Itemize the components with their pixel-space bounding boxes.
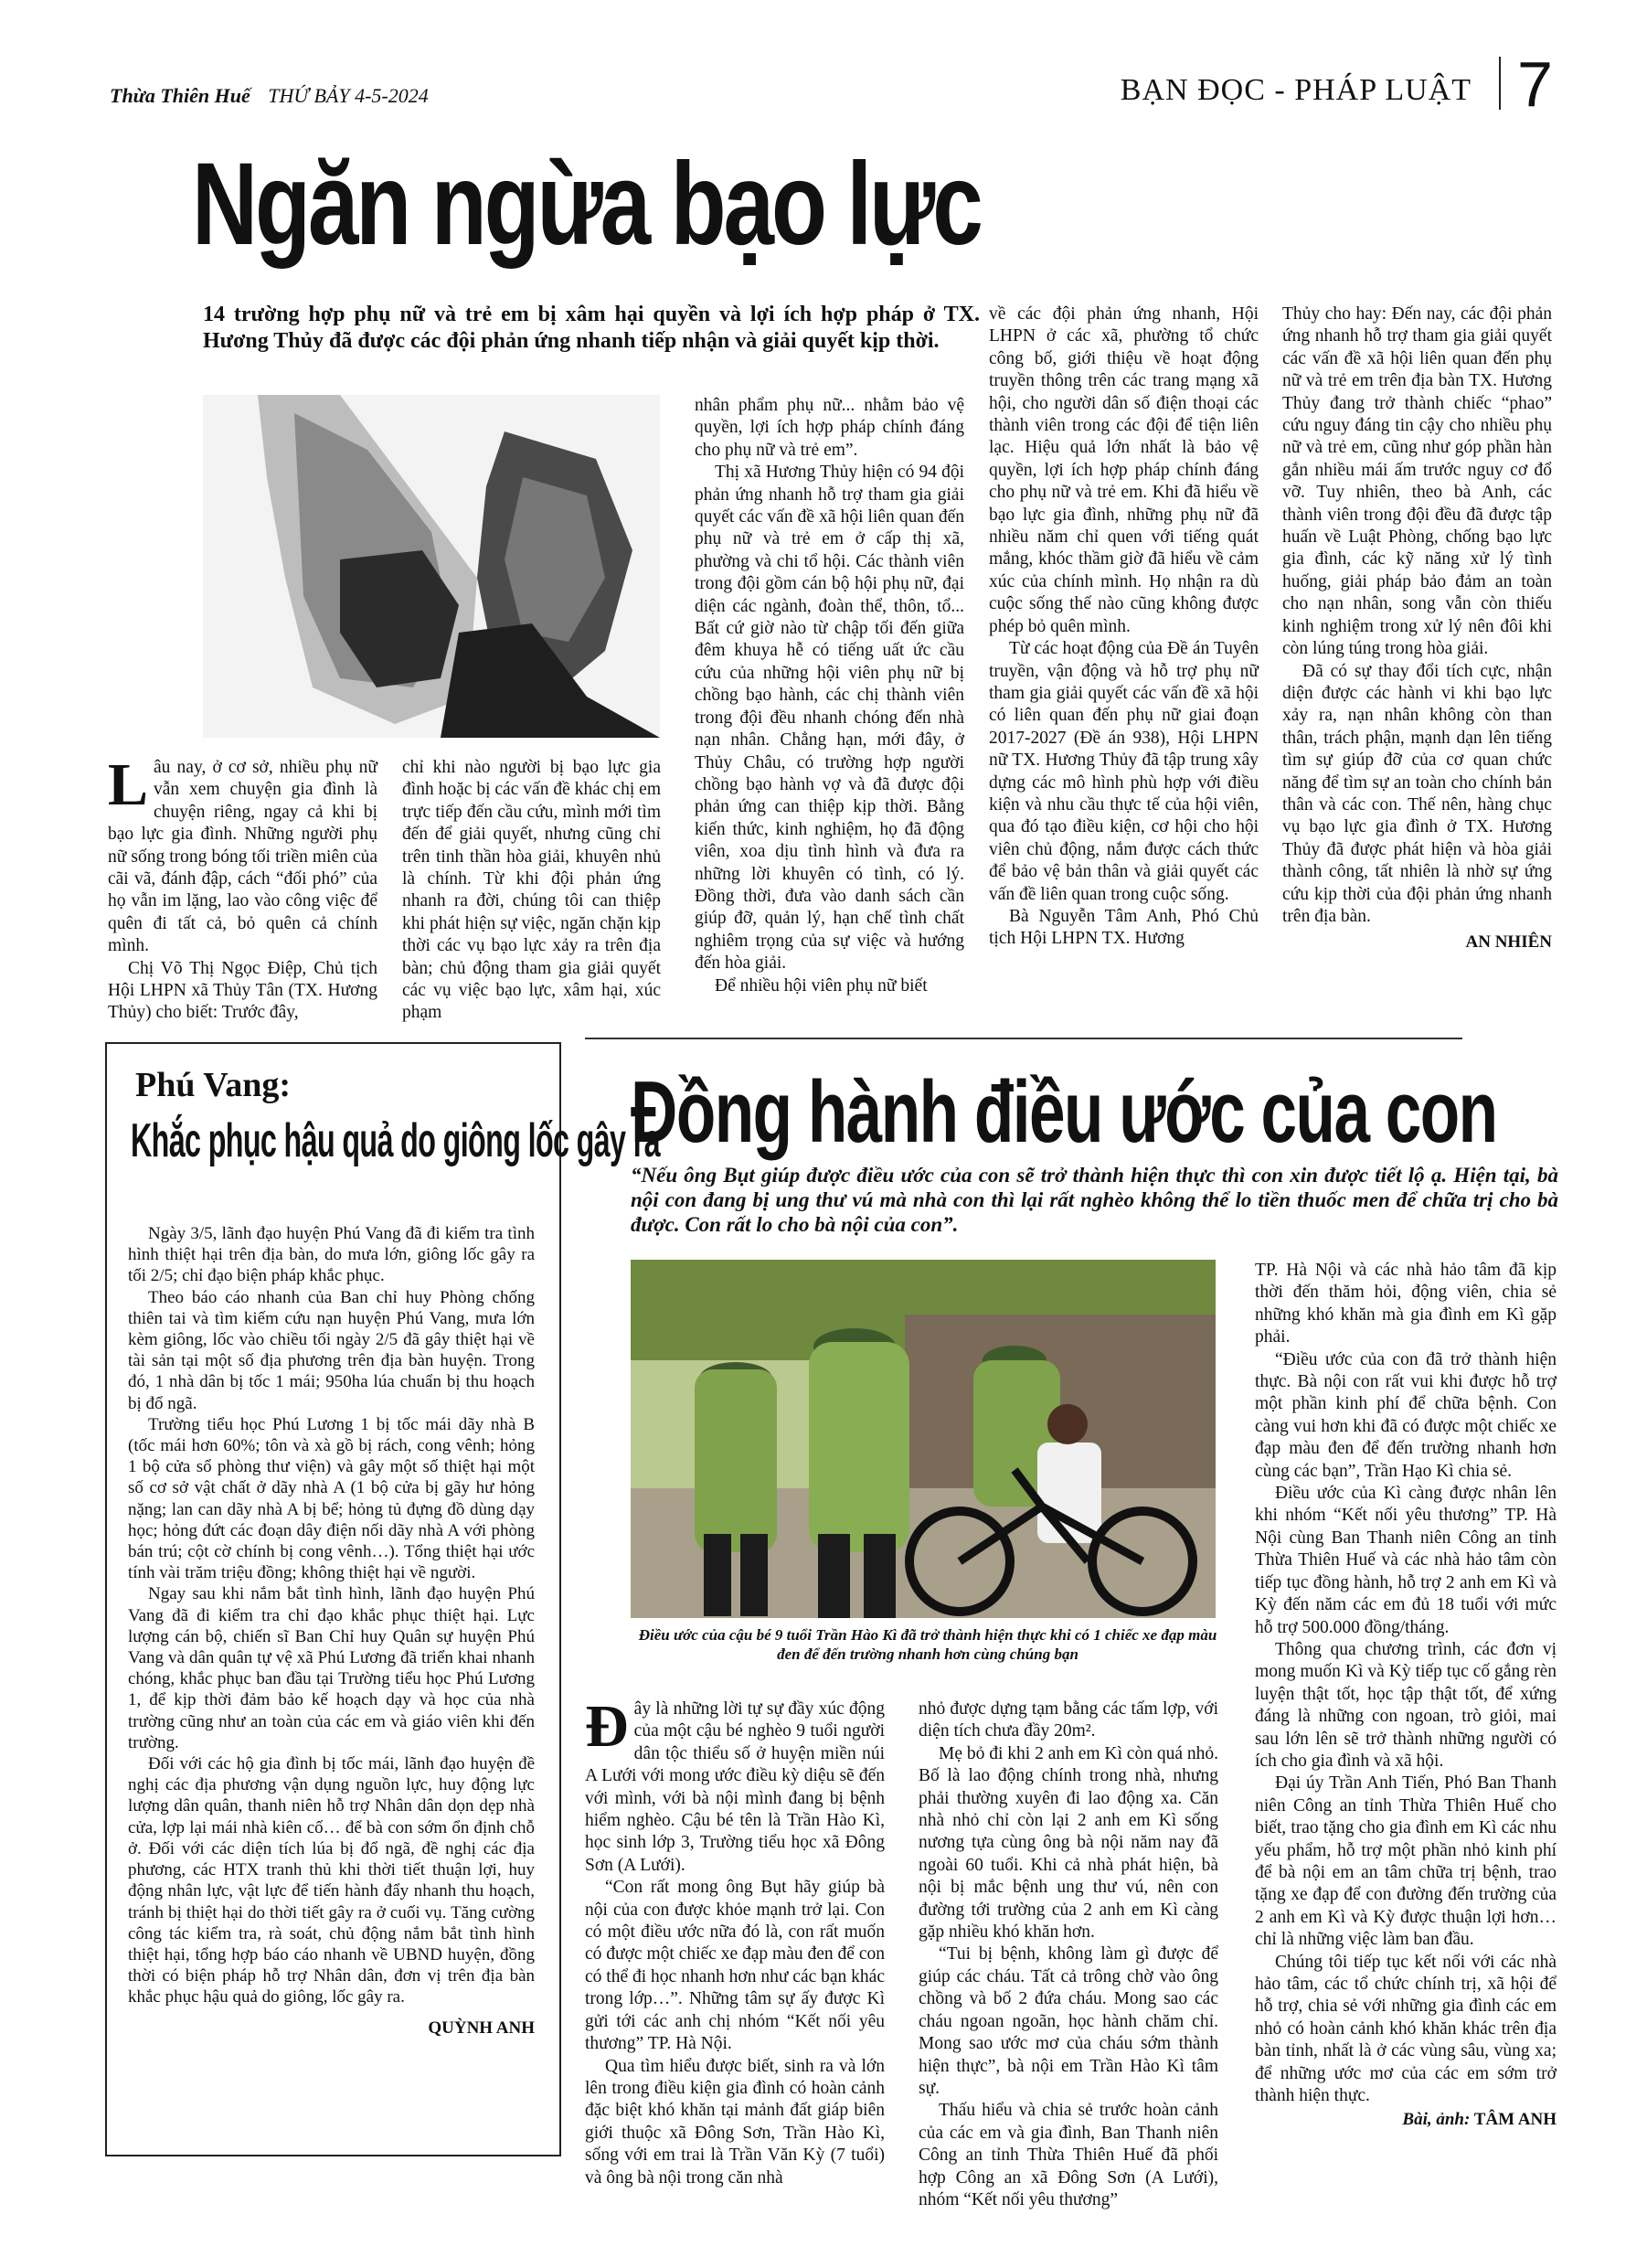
paragraph: Thủy cho hay: Đến nay, các đội phản ứng nhanh hỗ trợ tham gia giải quyết các vấn đề xã hội liên quan đến phụ nữ và trẻ em trên địa bàn TX. Hương Thủy đang trở thành chiếc “phao” cứu nguy đáng tin cậy cho nhiều phụ nữ và trẻ em, cũng như góp phần hàn gắn nhiều mái ấm trước nguy cơ đổ vỡ. Tuy nhiên, theo bà Anh, các thành viên trong đội đều đã được tập huấn về Luật Phòng, chống bạo lực gia đình, các kỹ năng xử lý tình huống, giải pháp bảo đảm an toàn cho nạn nhân, song vẫn còn thiếu kinh nghiệm trong xử lý nên đôi khi còn lúng túng trong hòa giải.: [1282, 304, 1552, 659]
box-headline: Khắc phục hậu quả do giông lốc gây ra: [131, 1114, 660, 1167]
paragraph: chỉ khi nào người bị bạo lực gia đình hoặc bị các vấn đề khác chị em trực tiếp đến cầu cứu, mình mới tìm đến để giải quyết, nhưng cũng chỉ trên tinh thần hòa giải, khuyên nhủ là chính. Từ khi đội phản ứng nhanh ra đời, chúng tôi can thiệp khi phát hiện sự việc, ngăn chặn kịp thời các vụ bạo lực xảy ra trên địa bàn; chủ động tham gia giải quyết các vụ việc bạo lực, xâm hại, xúc phạm: [402, 758, 661, 1023]
paragraph: “Con rất mong ông Bụt hãy giúp bà nội của con được khỏe mạnh trở lại. Con có một điều ước nữa đó là, con rất muốn có được một chiếc xe đạp màu đen để con có thể đi học nhanh hơn như các bạn khác trong lớp…”. Những tâm sự ấy được Kì gửi tới các anh chị nhóm “Kết nối yêu thương” TP. Hà Nội.: [585, 1878, 885, 2054]
article1-column-1: [108, 751, 377, 1025]
drop-cap: L: [108, 751, 149, 818]
article1-column-4: [989, 303, 1259, 951]
newspaper-name: Thừa Thiên Huế: [110, 84, 250, 107]
paragraph: Chúng tôi tiếp tục kết nối với các nhà hảo tâm, các tổ chức chính trị, xã hội để hỗ trợ, chia sẻ với những gia đình các em nhỏ có hoàn cảnh khó khăn khác trên địa bàn tỉnh, nhất là ở các vùng sâu, vùng xa; để những ước mơ của các em sớm trở thành hiện thực.: [1255, 1952, 1557, 2106]
paragraph: “Điều ước của con đã trở thành hiện thực. Bà nội con rất vui khi được hỗ trợ một phần kinh phí để chữa bệnh. Con càng vui hơn khi đã có được một chiếc xe đạp màu đen để đến trường nhanh hơn cùng các bạn”, Trần Hạo Kì chia sẻ.: [1255, 1349, 1557, 1481]
issue-date: THỨ BẢY 4-5-2024: [268, 84, 429, 107]
article2-lead: “Nếu ông Bụt giúp được điều ước của con sẽ trở thành hiện thực thì con xin được tiết lộ ạ. Hiện tại, bà nội con đang bị ung thư vú mà nhà con thì lại rất nghèo không thể lo tiền thuốc men để chữa trị cho bà được. Con rất lo cho bà nội của con”.: [631, 1164, 1558, 1236]
paragraph: Để nhiều hội viên phụ nữ biết: [715, 975, 928, 996]
article2-column-3: [1255, 1260, 1557, 2132]
section-title: BẠN ĐỌC - PHÁP LUẬT: [1120, 73, 1472, 107]
section-separator: [585, 1038, 1462, 1039]
paragraph: Mẹ bỏ đi khi 2 anh em Kì còn quá nhỏ. Bố là lao động chính trong nhà, nhưng phải thường xuyên đi lao động xa. Căn nhà nhỏ chỉ còn lại 2 anh em Kì sống nương tựa cùng ông bà nội năm nay đã ngoài 60 tuổi. Khi cả nhà phát hiện, bà nội bị mắc bệnh ung thư vú, nên con đường tới trường của 2 anh em Kì càng gặp nhiều khó khăn hơn.: [919, 1743, 1218, 1943]
paragraph: Điều ước của Kì càng được nhân lên khi nhóm “Kết nối yêu thương” TP. Hà Nội cùng Ban Thanh niên Công an tỉnh Thừa Thiên Huế và các nhà hảo tâm còn tiếp tục đồng hành, hỗ trợ 2 anh em Kì và Kỳ đến năm các em đủ 18 tuổi với mức hỗ trợ 500.000 đồng/tháng.: [1255, 1484, 1557, 1637]
drop-cap: Đ: [585, 1693, 629, 1760]
paragraph: Qua tìm hiểu được biết, sinh ra và lớn lên trong điều kiện gia đình có hoàn cảnh đặc biệt khó khăn tại mảnh đất giáp biên giới thuộc xã Đông Sơn, Trần Hào Kì, sống với em trai là Trần Văn Kỳ (7 tuổi) và ông bà nội trong căn nhà: [585, 2056, 885, 2188]
article1-column-3: [695, 395, 964, 997]
paragraph: Thấu hiểu và chia sẻ trước hoàn cảnh của các em và gia đình, Ban Thanh niên Công an tỉnh Thừa Thiên Huế đã phối hợp Công an xã Đông Sơn (A Lưới), nhóm “Kết nối yêu thương”: [919, 2101, 1218, 2209]
box-byline: QUỲNH ANH: [428, 2018, 535, 2038]
paragraph: Trường tiểu học Phú Lương 1 bị tốc mái dãy nhà B (tốc mái hơn 60%; tôn và xà gồ bị rách, cong vênh; hỏng 1 bộ cửa sổ phòng thư viện) và gây một số thiệt hại một số cơ sở vật chất ở dãy nhà A (1 bộ cửa bị gãy hư hỏng nặng; lan can dãy nhà A bị bể; hỏng tủ đựng đồ dùng dạy học; hỏng đứt các đoạn dây điện nối dãy nhà A với phòng bán trú; cột cờ chính bị cong vênh…). Tổng thiệt hại ước tính vài trăm triệu đồng; không thiệt hại về người.: [128, 1414, 535, 1583]
article2-byline: [1255, 2109, 1557, 2131]
paragraph: về các đội phản ứng nhanh, Hội LHPN ở các xã, phường tổ chức công bố, giới thiệu về hoạt động truyền thông trên các trang mạng xã hội, cho người dân số điện thoại các thành viên trong các đội để tiện liên lạc. Hiệu quả lớn nhất là bảo vệ quyền, lợi ích hợp pháp chính đáng cho phụ nữ và trẻ em. Khi đã hiểu về bạo lực gia đình, những phụ nữ đã nhiều năm chỉ quen với tiếng quát mắng, khóc thầm giờ đã hiểu về cảm xúc của chính mình. Họ nhận ra dù cuộc sống thế nào cũng không được phép bỏ quên mình.: [989, 304, 1259, 636]
photo-caption: Điều ước của cậu bé 9 tuổi Trần Hào Kì đã trở thành hiện thực khi có 1 chiếc xe đạp màu đen để đến trường nhanh hơn cùng chúng bạn: [638, 1626, 1217, 1663]
box-body: [128, 1223, 535, 2039]
page-header-left: [110, 84, 429, 108]
paragraph: âu nay, ở cơ sở, nhiều phụ nữ vẫn xem chuyện gia đình là chuyện riêng, ngay cả khi bị bạo lực gia đình. Những người phụ nữ sống trong bóng tối triền miên của cãi vã, đánh đập, cách “đối phó” của họ vẫn im lặng, lao vào công việc để quên đi tất cả, bỏ quên cả chính mình.: [108, 758, 377, 956]
paragraph: Từ các hoạt động của Đề án Tuyên truyền, vận động và hỗ trợ phụ nữ tham gia giải quyết các vấn đề xã hội có liên quan đến phụ nữ giai đoạn 2017-2027 (Đề án 938), Hội LHPN nữ TX. Hương Thủy đã tập trung xây dựng các mô hình phù hợp với điều kiện và nhu cầu thực tế của hội viên, qua đó tạo điều kiện, cơ hội cho hội viên chủ động, nắm được cách thức để bảo vệ bản thân và giải quyết các vấn đề liên quan trong cuộc sống.: [989, 639, 1259, 904]
paragraph: Theo báo cáo nhanh của Ban chỉ huy Phòng chống thiên tai và tìm kiếm cứu nạn huyện Phú Vang, mưa lớn kèm giông, lốc vào chiều tối ngày 2/5 đã gây thiệt hại về tài sản tại một số địa phương trên địa bàn huyện. Trong đó, 1 nhà dân bị tốc 1 mái; 950ha lúa chuẩn bị thu hoạch bị đổ ngã.: [128, 1287, 535, 1413]
box-kicker: Phú Vang:: [135, 1066, 292, 1104]
article1-column-2: [402, 757, 661, 1025]
paragraph: Đại úy Trần Anh Tiến, Phó Ban Thanh niên Công an tỉnh Thừa Thiên Huế cho biết, trao tặng cho gia đình em Kì các nhu yếu phẩm, hỗ trợ một phần nhỏ kinh phí để bà nội em an tâm chữa trị bệnh, trao tặng xe đạp để con đường đến trường của 2 anh em Kì và Kỳ được thuận lợi hơn… chỉ là những việc làm ban đầu.: [1255, 1773, 1557, 1950]
header-divider: [1499, 57, 1501, 110]
paragraph: nhân phẩm phụ nữ... nhằm bảo vệ quyền, lợi ích hợp pháp chính đáng cho phụ nữ và trẻ em”.: [695, 396, 964, 460]
paragraph: TP. Hà Nội và các nhà hảo tâm đã kịp thời đến thăm hỏi, động viên, chia sẻ những khó khăn mà gia đình em Kì gặp phải.: [1255, 1261, 1557, 1347]
byline-label: Bài, ảnh:: [1402, 2110, 1471, 2130]
article1-headline: Ngăn ngừa bạo lực: [192, 139, 981, 270]
article2-headline: Đồng hành điều ước của con: [631, 1063, 1497, 1161]
article2-column-1: [585, 1693, 885, 2189]
byline-author: TÂM ANH: [1473, 2110, 1557, 2130]
article1-column-5: [1282, 303, 1552, 954]
paragraph: “Tui bị bệnh, không làm gì được để giúp các cháu. Tất cả trông chờ vào ông chồng và bố 2 đứa cháu. Mong sao các cháu ngoan ngoãn, học hành chăm chỉ. Mong sao ước mơ của cháu sớm thành hiện thực”, bà nội em Trần Hào Kì tâm sự.: [919, 1944, 1218, 2098]
article1-byline: AN NHIÊN: [1465, 932, 1552, 953]
paragraph: Thị xã Hương Thủy hiện có 94 đội phản ứng nhanh hỗ trợ tham gia giải quyết các vấn đề xã hội liên quan đến phụ nữ và trẻ em ở cấp thị xã, phường và chi tổ hội. Các thành viên trong đội gồm cán bộ hội phụ nữ, đại diện các ngành, đoàn thể, thôn, tổ... Bất cứ giờ nào từ chập tối đến giữa đêm khuya hễ có tiếng uất ức cầu cứu của những hội viên phụ nữ bị chồng bạo hành, các chị thành viên trong đội đều nhanh chóng đến nhà nạn nhân. Chẳng hạn, mới đây, ở Thủy Châu, có trường hợp người chồng bạo hành vợ và đã được đội phản ứng can thiệp kịp thời. Bằng kiến thức, kinh nghiệm, họ đã động viên, xoa dịu tình hình và đưa ra những lời khuyên có tình, có lý. Đồng thời, đưa vào danh sách cần giúp đỡ, quản lý, hạn chế tình chất nghiêm trọng của sự việc và hướng đến hòa giải.: [695, 463, 964, 974]
paragraph: Chị Võ Thị Ngọc Điệp, Chủ tịch Hội LHPN xã Thủy Tân (TX. Hương Thủy) cho biết: Trước đây,: [108, 958, 377, 1023]
violence-illustration: [203, 395, 660, 738]
paragraph: Thông qua chương trình, các đơn vị mong muốn Kì và Kỳ tiếp tục cố gắng rèn luyện thật tốt, học tập thật tốt, để xứng đáng là những con ngoan, trò giỏi, mai sau lớn lên sẽ trở thành những người có ích cho gia đình và xã hội.: [1255, 1639, 1557, 1771]
paragraph: Đã có sự thay đổi tích cực, nhận diện được các hành vi khi bạo lực xảy ra, nạn nhân không còn than thân, trách phận, mạnh dạn lên tiếng tìm sự giúp đỡ của cơ quan chức năng để tìm sự an toàn cho chính bản thân và các con. Thế nên, hàng chục vụ bạo lực gia đình ở TX. Hương Thủy đã được phát hiện và hòa giải thành công, tất nhiên là nhờ sự ứng cứu kịp thời của đội phản ứng nhanh trên địa bàn.: [1282, 661, 1552, 926]
paragraph: Bà Nguyễn Tâm Anh, Phó Chủ tịch Hội LHPN TX. Hương: [989, 906, 1259, 949]
paragraph: ây là những lời tự sự đầy xúc động của một cậu bé nghèo 9 tuổi người dân tộc thiểu số ở huyện miền núi A Lưới với mong ước điều kỳ diệu sẽ đến với mình, với bà nội mình đang bị bệnh hiểm nghèo. Cậu bé tên là Trần Hào Kì, học sinh lớp 3, Trường tiểu học xã Đông Sơn (A Lưới).: [585, 1699, 885, 1875]
police-bicycle-photo: [631, 1260, 1216, 1618]
article1-lead: 14 trường hợp phụ nữ và trẻ em bị xâm hại quyền và lợi ích hợp pháp ở TX. Hương Thủy đã được các đội phản ứng nhanh tiếp nhận và giải quyết kịp thời.: [203, 303, 980, 353]
paragraph: nhỏ được dựng tạm bằng các tấm lợp, với diện tích chưa đầy 20m².: [919, 1699, 1218, 1741]
article2-column-2: [919, 1698, 1218, 2211]
paragraph: Ngay sau khi nắm bắt tình hình, lãnh đạo huyện Phú Vang đã đi kiểm tra chỉ đạo khắc phục thiệt hại. Lực lượng cán bộ, chiến sĩ Ban Chỉ huy Quân sự huyện Phú Vang và dân quân tự vệ xã Phú Lương đã triển khai nhanh chóng, khắc phục ban đầu tại Trường tiểu học Phú Lương 1, để kịp thời đảm bảo kế hoạch dạy và học của nhà trường cũng như an toàn của các em và giáo viên khi đến trường.: [128, 1584, 535, 1752]
page-number: 7: [1517, 48, 1553, 120]
paragraph: Ngày 3/5, lãnh đạo huyện Phú Vang đã đi kiểm tra tình hình thiệt hại trên địa bàn, do mưa lớn, giông lốc gây ra tối 2/5; chỉ đạo biện pháp khắc phục.: [128, 1224, 535, 1286]
paragraph: Đối với các hộ gia đình bị tốc mái, lãnh đạo huyện đề nghị các địa phương vận dụng nguồn lực, huy động lực lượng dân quân, thanh niên hỗ trợ Nhân dân dọn dẹp nhà cửa, lợp lại mái nhà kiên cố… để bà con sớm ổn định chỗ ở. Đối với các diện tích lúa bị đổ ngã, đề nghị các địa phương, các HTX tranh thủ khi thời tiết thuận lợi, huy động nhân lực, vật lực để tiến hành đẩy nhanh thu hoạch, tránh bị thiệt hại do thời tiết gây ra ở cuối vụ. Tăng cường công tác kiểm tra, rà soát, chủ động nắm bắt tình hình thiệt hại, tổng hợp báo cáo nhanh về UBND huyện, đồng thời có biện pháp hỗ trợ Nhân dân, đơn vị trên địa bàn khắc phục hậu quả do giông, lốc gây ra.: [128, 1754, 535, 2007]
